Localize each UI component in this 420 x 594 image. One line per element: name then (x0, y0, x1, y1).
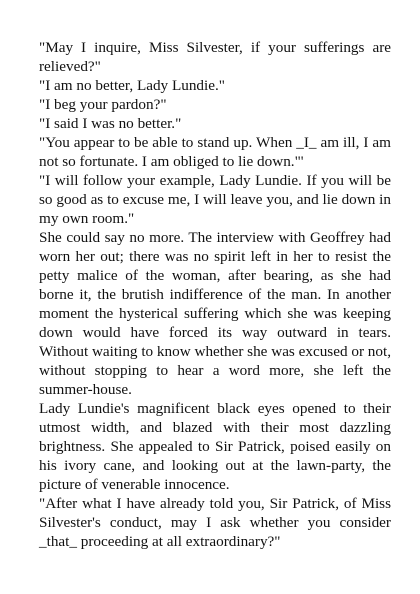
paragraph-inquire: "May I inquire, Miss Silvester, if your sufferings are relieved?" (39, 39, 391, 75)
paragraph-could-say-no-more: She could say no more. The interview with Geoffrey had worn her out; there was no spirit left in her to resist the petty malice of the woman, after bearing, as she had borne it, the brutish indifference of the man. In another moment the hysterical suffering which she was keeping down would have forced its way outward in tears. Without waiting to know whether she was excused or not, without stopping to hear a word more, she left the summer-house. (39, 229, 392, 398)
paragraph-beg-pardon: "I beg your pardon?" (39, 96, 167, 113)
paragraph-stand-up: "You appear to be able to stand up. When _I_ am ill, I am not so fortunate. I am obliged to lie down."' (39, 134, 391, 170)
paragraph-follow-example: "I will follow your example, Lady Lundie. If you will be so good as to excuse me, I will leave you, and lie down in my own room." (39, 172, 391, 227)
paragraph-after-what: "After what I have already told you, Sir Patrick, of Miss Silvester's conduct, may I ask whether you consider _that_ proceeding at all extraordinary?" (39, 495, 391, 550)
paragraph-black-eyes: Lady Lundie's magnificent black eyes opened to their utmost width, and blazed with their most dazzling brightness. She appealed to Sir Patrick, poised easily on his ivory cane, and looking out at the lawn-party, the picture of venerable innocence. (39, 400, 391, 493)
paragraph-said-no-better: "I said I was no better." (39, 115, 182, 132)
document-page (39, 38, 391, 551)
paragraph-no-better: "I am no better, Lady Lundie." (39, 77, 225, 94)
